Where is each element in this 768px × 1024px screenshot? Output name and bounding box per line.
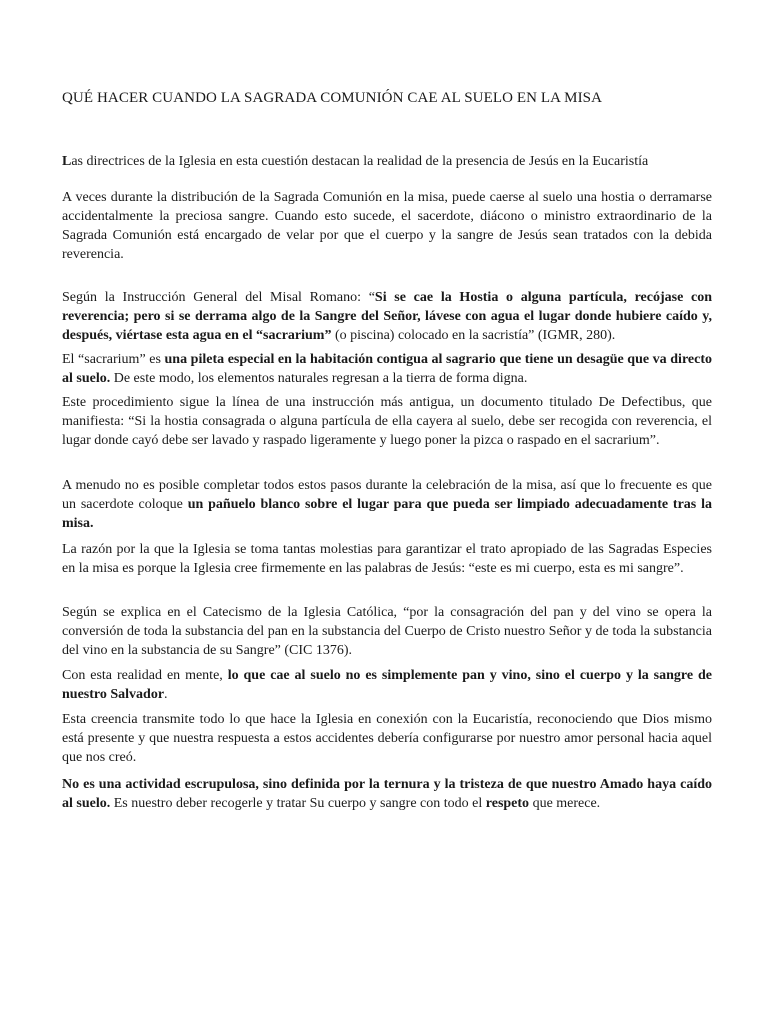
intro-text: as directrices de la Iglesia en esta cuestión destacan la realidad de la presencia de Jesús en la Eucaristía (71, 154, 649, 169)
paragraph-10-bold: No es una actividad escrupulosa, sino definida por la ternura y la tristeza de que nuestro Amado haya caído al suelo. (62, 777, 712, 811)
paragraph-2-text-a: Según la Instrucción General del Misal Romano: “ (62, 290, 375, 305)
paragraph-5-text-a: A menudo no es posible completar todos estos pasos durante la celebración de la misa, así que lo frecuente es que un sacerdote coloque (62, 478, 712, 512)
paragraph-8-text-c: . (164, 687, 168, 702)
document-title: QUÉ HACER CUANDO LA SAGRADA COMUNIÓN CAE AL SUELO EN LA MISA (62, 90, 603, 106)
paragraph-3 (62, 350, 712, 388)
paragraph-4: Este procedimiento sigue la línea de una instrucción más antigua, un documento titulado De Defectibus, que manifiesta: “Si la hostia consagrada o alguna partícula de ella cayera al suelo, debe ser recogida con reverencia, el lugar donde cayó debe ser lavado y raspado ligeramente y luego poner la pizca o raspado en el sacrarium”. (62, 395, 712, 448)
paragraph-8-text-a: Con esta realidad en mente, (62, 668, 228, 683)
paragraph-6: La razón por la que la Iglesia se toma tantas molestias para garantizar el trato apropiado de las Sagradas Especies en la misa es porque la Iglesia cree firmemente en las palabras de Jesús: “este es mi cuerpo, esta es mi sangre”. (62, 542, 712, 576)
paragraph-8 (62, 666, 712, 704)
paragraph-5 (62, 476, 712, 533)
paragraph-10 (62, 775, 712, 813)
paragraph-10-bold-respeto: respeto (485, 796, 530, 811)
intro-paragraph (62, 152, 712, 171)
paragraph-3-bold: una pileta especial en la habitación contigua al sagrario que tiene un desagüe que va directo al suelo. (62, 352, 712, 386)
paragraph-8-bold: lo que cae al suelo no es simplemente pan y vino, sino el cuerpo y la sangre de nuestro Salvador (62, 668, 712, 702)
paragraph-9: Esta creencia transmite todo lo que hace la Iglesia en conexión con la Eucaristía, reconociendo que Dios mismo está presente y que nuestra respuesta a estos accidentes debería configurarse por nuestro amor personal hacia aquel que nos creó. (62, 712, 712, 765)
paragraph-3-text-a: El “sacrarium” es (62, 352, 165, 367)
paragraph-1: A veces durante la distribución de la Sagrada Comunión en la misa, puede caerse al suelo una hostia o derramarse accidentalmente la preciosa sangre. Cuando esto sucede, el sacerdote, diácono o ministro extraordinario de la Sagrada Comunión está encargado de velar por que el cuerpo y la sangre de Jesús sean tratados con la debida reverencia. (62, 190, 712, 262)
paragraph-3-text-c: De este modo, los elementos naturales regresan a la tierra de forma digna. (110, 371, 528, 386)
paragraph-7: Según se explica en el Catecismo de la Iglesia Católica, “por la consagración del pan y del vino se opera la conversión de toda la substancia del pan en la substancia del Cuerpo de Cristo nuestro Señor y de toda la substancia del vino en la substancia de su Sangre” (CIC 1376). (62, 605, 712, 658)
paragraph-10-text-b: Es nuestro deber recogerle y tratar Su cuerpo y sangre con todo el (110, 796, 486, 811)
paragraph-2-bold: Si se cae la Hostia o alguna partícula, recójase con reverencia; pero si se derrama algo de la Sangre del Señor, lávese con agua el lugar donde hubiere caído y, después, viértase esta agua en el “sacrarium” (62, 290, 712, 343)
paragraph-10-text-d: que merece. (529, 796, 601, 811)
paragraph-5-bold: un pañuelo blanco sobre el lugar para que pueda ser limpiado adecuadamente tras la misa. (62, 497, 712, 531)
intro-first-letter: L (62, 154, 72, 169)
paragraph-2-text-c: (o piscina) colocado en la sacristía” (IGMR, 280). (331, 328, 616, 343)
paragraph-2 (62, 288, 712, 345)
